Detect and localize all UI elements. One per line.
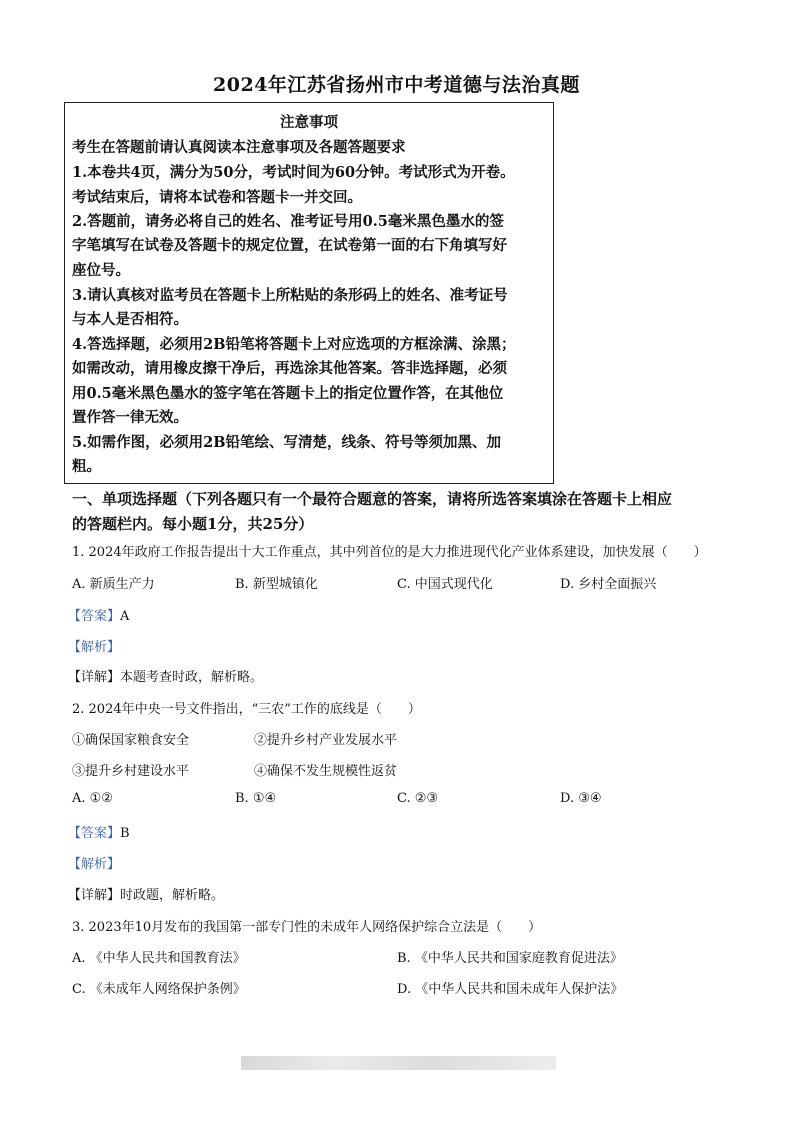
- notice-line: 考生在答题前请认真阅读本注意事项及各题答题要求: [72, 139, 406, 156]
- q1-answer: [68, 605, 129, 624]
- notice-line: 1.本卷共4页，满分为50分，考试时间为60分钟。考试形式为开卷。: [72, 164, 515, 181]
- section-heading-line2: 的答题栏内。每小题1分，共25分）: [72, 515, 314, 533]
- q3-option-c: C. 《未成年人网络保护条例》: [72, 982, 246, 997]
- notice-line: 4.答选择题，必须用2B铅笔将答题卡上对应选项的方框涂满、涂黑；: [72, 336, 516, 353]
- q1-stem: 1. 2024年政府工作报告提出十大工作重点，其中列首位的是大力推进现代化产业体系建设，加快发展（ ）: [72, 545, 707, 560]
- q2-item-3: ③提升乡村建设水平: [72, 764, 190, 779]
- q2-stem: 2. 2024年中央一号文件指出，“三农”工作的底线是（ ）: [72, 702, 421, 717]
- notice-line: 3.请认真核对监考员在答题卡上所粘贴的条形码上的姓名、准考证号: [72, 287, 508, 304]
- detail-text: 时政题，解析略。: [120, 888, 225, 903]
- q1-analysis: [68, 636, 120, 655]
- notice-box: [64, 102, 554, 484]
- notice-line: 置作答一律无效。: [72, 409, 188, 426]
- detail-tag: 【详解】: [68, 670, 121, 685]
- q3-option-b: B. 《中华人民共和国家庭教育促进法》: [397, 951, 623, 966]
- notice-line: 5.如需作图，必须用2B铅笔绘、写清楚，线条、符号等须加黑、加: [72, 434, 501, 451]
- q1-option-c: C. 中国式现代化: [397, 577, 493, 592]
- q1-option-d: D. 乡村全面振兴: [560, 577, 657, 592]
- notice-line: 字笔填写在试卷及答题卡的规定位置，在试卷第一面的右下角填写好: [72, 237, 507, 254]
- q3-option-d: D. 《中华人民共和国未成年人保护法》: [397, 982, 624, 997]
- q2-detail: [68, 884, 224, 903]
- q2-item-4: ④确保不发生规模性返贫: [254, 764, 398, 779]
- q3-option-a: A. 《中华人民共和国教育法》: [72, 951, 246, 966]
- notice-line: 用0.5毫米黑色墨水的签字笔在答题卡上的指定位置作答，在其他位: [72, 385, 504, 402]
- q2-option-b: B. ①④: [235, 791, 277, 806]
- notice-line: 座位号。: [72, 262, 130, 279]
- notice-line: 与本人是否相符。: [72, 311, 188, 328]
- q2-analysis: [68, 853, 120, 872]
- q3-stem: 3. 2023年10月发布的我国第一部专门性的未成年人网络保护综合立法是（ ）: [72, 920, 542, 935]
- answer-tag: 【答案】: [68, 609, 121, 624]
- notice-line: 粗。: [72, 458, 101, 475]
- detail-text: 本题考查时政，解析略。: [120, 670, 264, 685]
- answer-tag: 【答案】: [68, 826, 121, 841]
- q1-detail: [68, 666, 263, 685]
- page-title: 2024年江苏省扬州市中考道德与法治真题: [213, 74, 580, 96]
- blurred-footer: [241, 1056, 556, 1070]
- answer-value: A: [120, 609, 130, 624]
- q2-option-a: A. ①②: [72, 791, 113, 806]
- q2-option-c: C. ②③: [397, 791, 439, 806]
- notice-line: 如需改动，请用橡皮擦干净后，再选涂其他答案。答非选择题，必须: [72, 360, 507, 377]
- notice-line: 2.答题前，请务必将自己的姓名、准考证号用0.5毫米黑色墨水的签: [72, 213, 504, 230]
- q2-item-1: ①确保国家粮食安全: [72, 733, 190, 748]
- section-heading-line1: 一、单项选择题（下列各题只有一个最符合题意的答案，请将所选答案填涂在答题卡上相应: [72, 490, 673, 508]
- q2-answer: [68, 822, 130, 841]
- q2-item-2: ②提升乡村产业发展水平: [254, 733, 398, 748]
- q1-option-a: A. 新质生产力: [72, 577, 155, 592]
- answer-value: B: [120, 826, 130, 841]
- detail-tag: 【详解】: [68, 888, 121, 903]
- q1-option-b: B. 新型城镇化: [235, 577, 318, 592]
- notice-heading: 注意事项: [280, 114, 338, 131]
- analysis-tag: 【解析】: [68, 857, 121, 872]
- notice-line: 考试结束后，请将本试卷和答题卡一并交回。: [72, 189, 362, 206]
- q2-option-d: D. ③④: [560, 791, 602, 806]
- analysis-tag: 【解析】: [68, 640, 121, 655]
